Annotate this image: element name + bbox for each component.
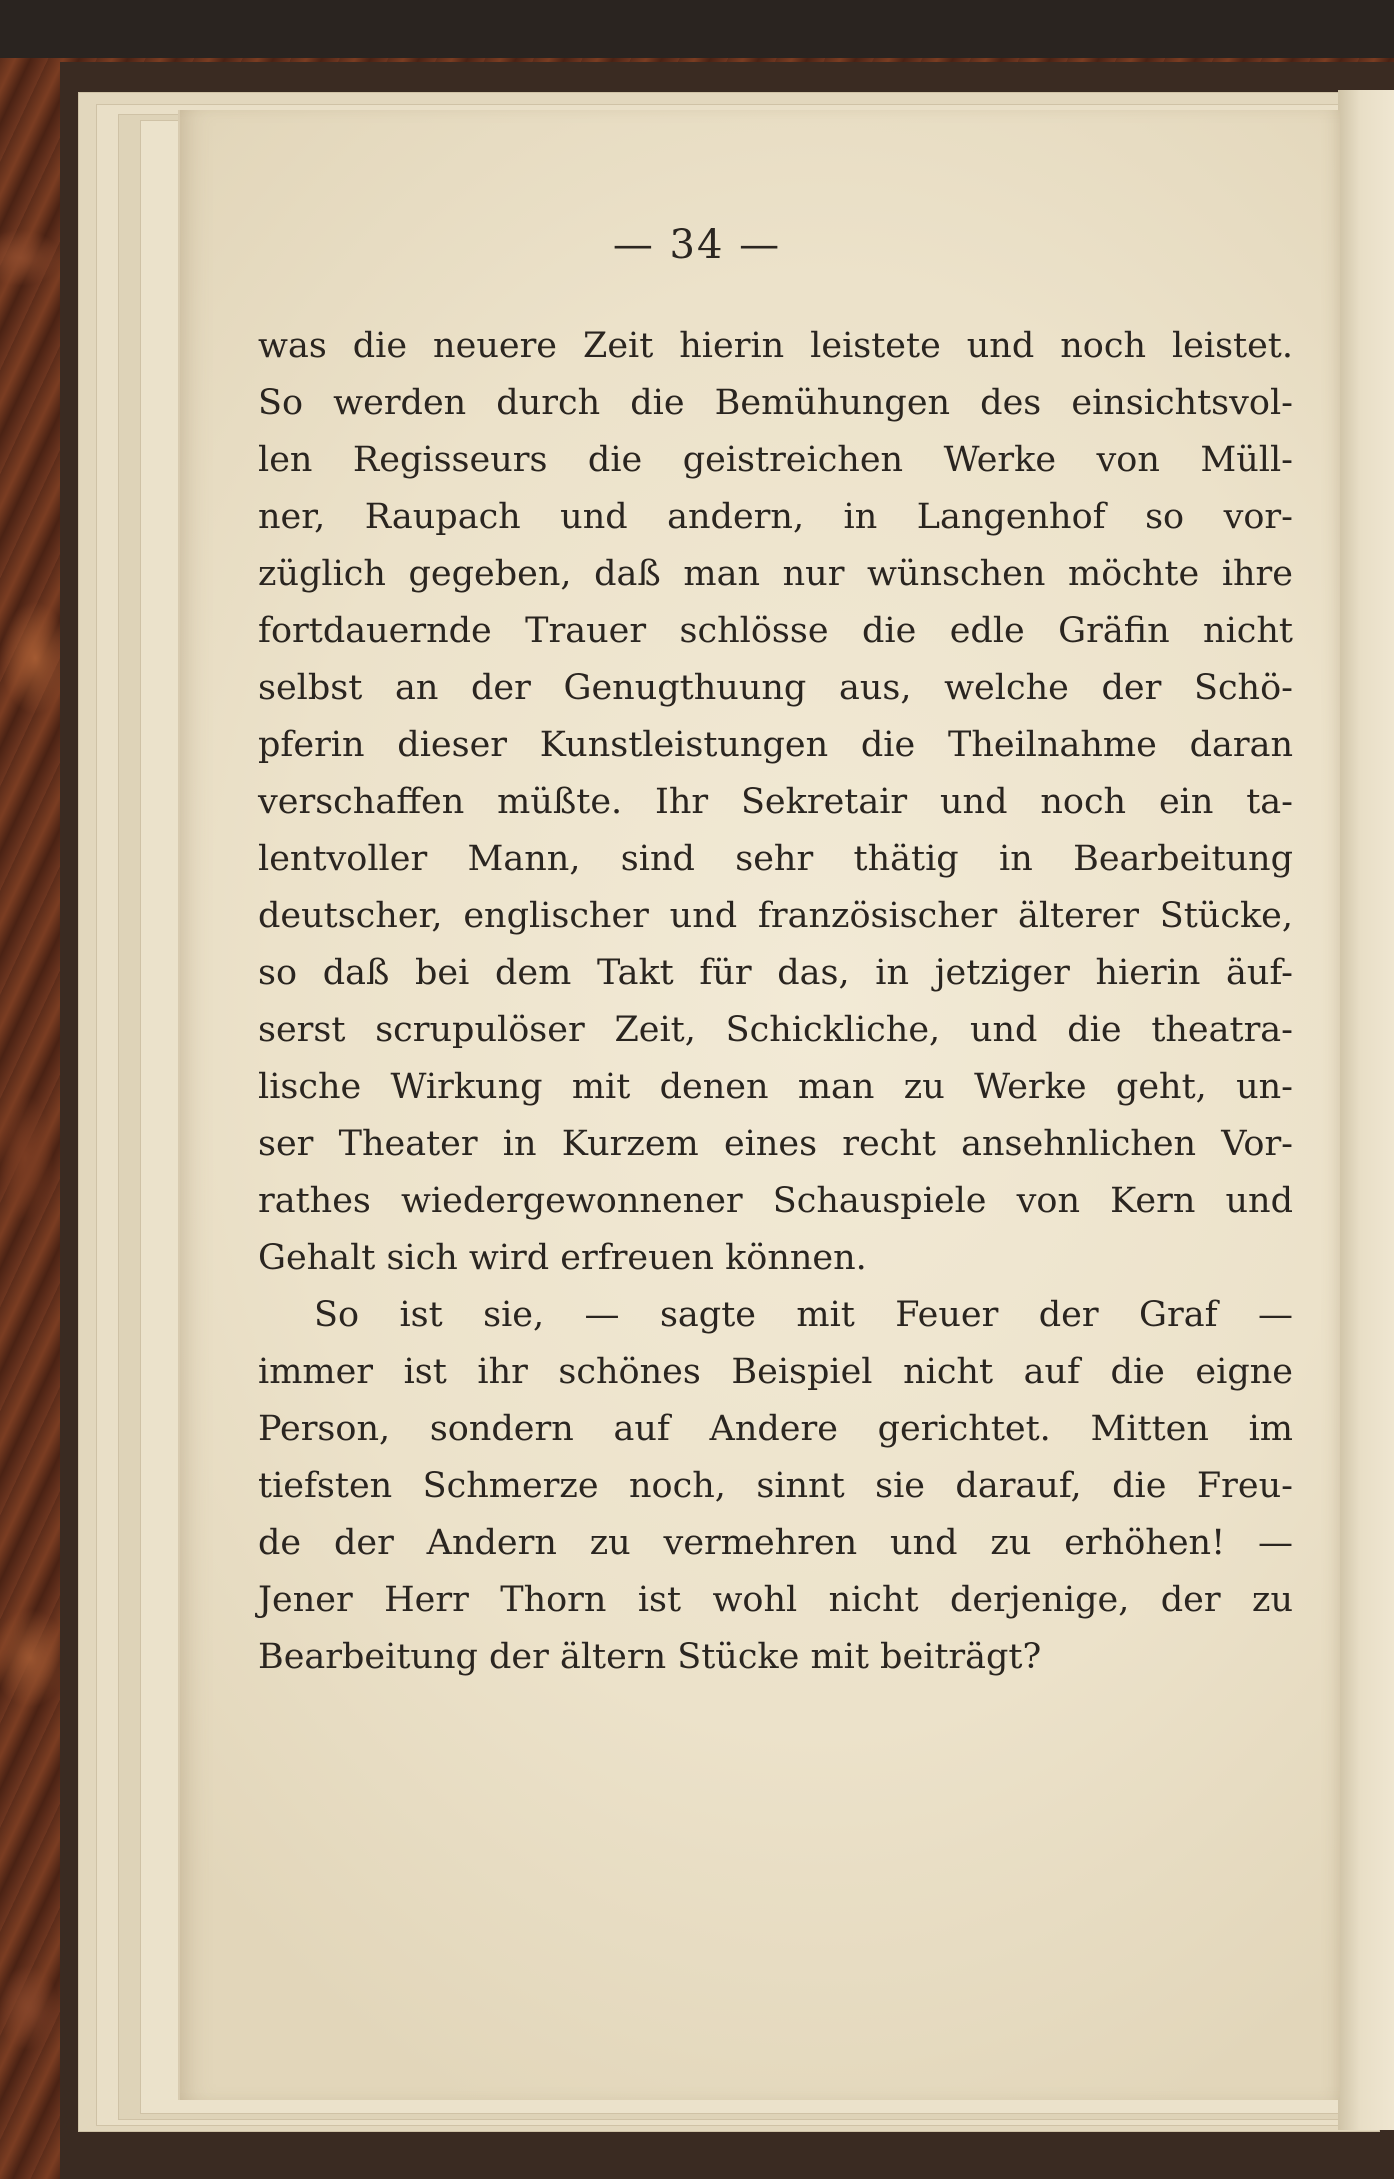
- text-line: züglich gegeben, daß man nur wünschen möchte ihre: [258, 554, 1293, 594]
- text-line: so daß bei dem Takt für das, in jetziger hierin äuf-: [258, 953, 1293, 993]
- text-line: immer ist ihr schönes Beispiel nicht auf die eigne: [258, 1352, 1293, 1392]
- body-text: [258, 318, 1293, 1686]
- text-line: deutscher, englischer und französischer älterer Stücke,: [258, 896, 1293, 936]
- facing-page-edge: [1338, 90, 1394, 2130]
- text-line: Bearbeitung der ältern Stücke mit beiträgt?: [258, 1637, 1042, 1677]
- text-line: selbst an der Genugthuung aus, welche der Schö-: [258, 668, 1293, 708]
- text-line: was die neuere Zeit hierin leistete und noch leistet.: [258, 326, 1293, 366]
- text-line: So ist sie, — sagte mit Feuer der Graf —: [314, 1295, 1293, 1335]
- page-number: — 34 —: [612, 222, 782, 268]
- text-line: verschaffen müßte. Ihr Sekretair und noch ein ta-: [258, 782, 1293, 822]
- text-line: rathes wiedergewonnener Schauspiele von Kern und: [258, 1181, 1293, 1221]
- text-line: fortdauernde Trauer schlösse die edle Gräfin nicht: [258, 611, 1293, 651]
- text-line: de der Andern zu vermehren und zu erhöhen! —: [258, 1523, 1293, 1563]
- text-line: ner, Raupach und andern, in Langenhof so vor-: [258, 497, 1293, 537]
- text-line: Jener Herr Thorn ist wohl nicht derjenige, der zu: [258, 1580, 1293, 1620]
- text-line: len Regisseurs die geistreichen Werke von Müll-: [258, 440, 1293, 480]
- text-line: serst scrupulöser Zeit, Schickliche, und die theatra-: [258, 1010, 1293, 1050]
- text-line: Gehalt sich wird erfreuen können.: [258, 1238, 867, 1278]
- text-line: pferin dieser Kunstleistungen die Theilnahme daran: [258, 725, 1293, 765]
- text-line: lische Wirkung mit denen man zu Werke geht, un-: [258, 1067, 1293, 1107]
- text-line: So werden durch die Bemühungen des einsichtsvol-: [258, 383, 1293, 423]
- text-line: lentvoller Mann, sind sehr thätig in Bearbeitung: [258, 839, 1293, 879]
- text-line: tiefsten Schmerze noch, sinnt sie darauf, die Freu-: [258, 1466, 1293, 1506]
- text-line: ser Theater in Kurzem eines recht ansehnlichen Vor-: [258, 1124, 1293, 1164]
- text-line: Person, sondern auf Andere gerichtet. Mitten im: [258, 1409, 1293, 1449]
